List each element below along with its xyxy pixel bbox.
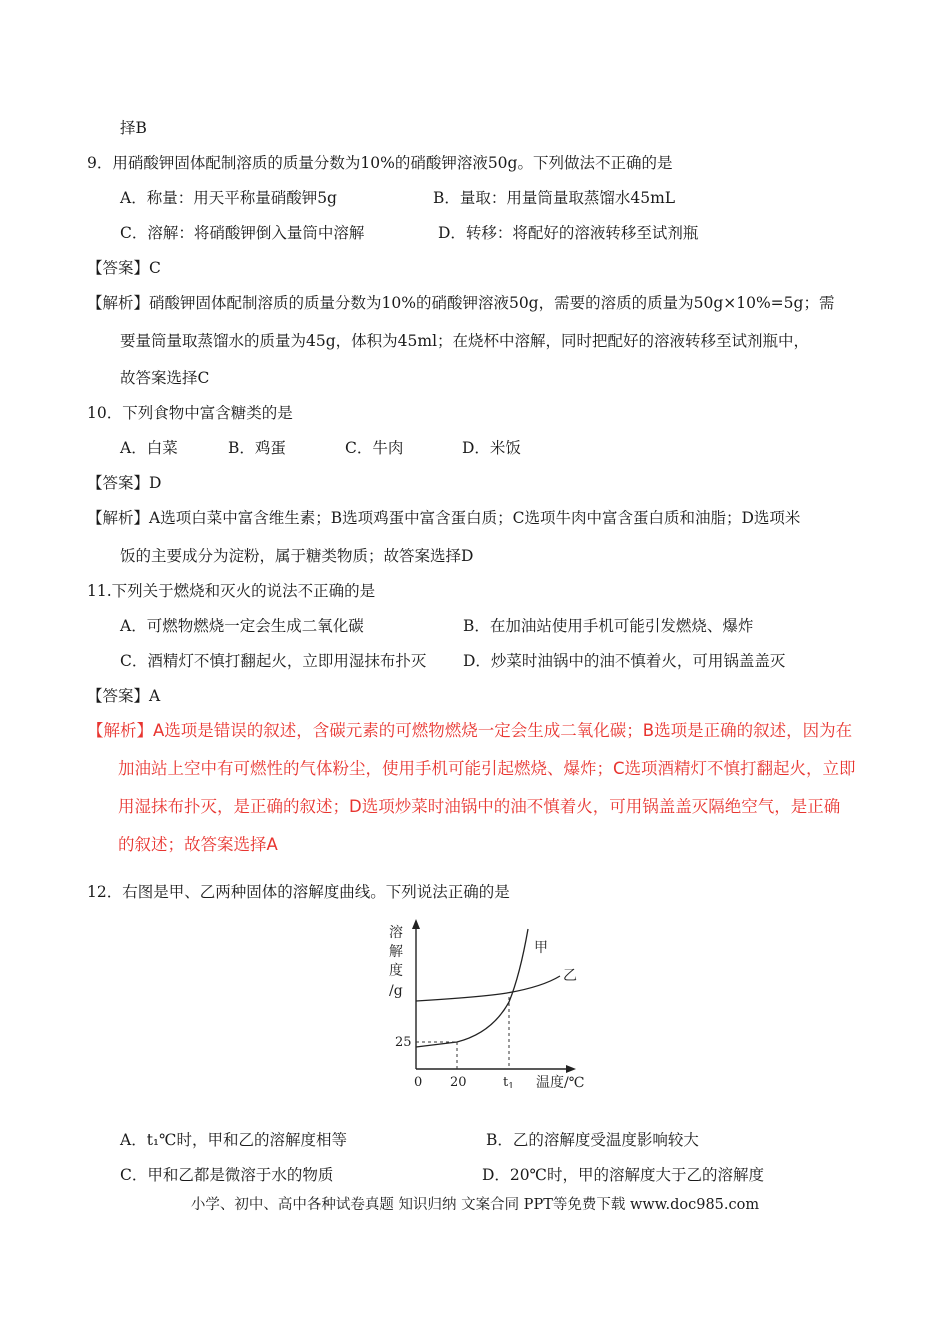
label-jia: 甲 [534, 940, 548, 956]
q10-answer: 【答案】D [87, 474, 162, 492]
q11-explanation-3: 用湿抹布扑灭，是正确的叙述；D选项炒菜时油锅中的油不慎着火，可用锅盖盖灭隔绝空气，是正确 [118, 797, 841, 816]
tick-20: 20 [450, 1075, 467, 1088]
x-axis-arrow-icon [566, 1065, 576, 1073]
q11-explanation-1: 【解析】A选项是错误的叙述，含碳元素的可燃物燃烧一定会生成二氧化碳；B选项是正确的叙述，因为在 [87, 721, 853, 740]
q11-explanation-4: 的叙述；故答案选择A [118, 835, 278, 854]
curve-jia [416, 929, 528, 1047]
q9-option-a: A．称量：用天平称量硝酸钾5g [120, 189, 337, 207]
y-axis-arrow-icon [412, 919, 420, 929]
page-footer: 小学、初中、高中各种试卷真题 知识归纳 文案合同 PPT等免费下载 www.doc985.com [190, 1197, 760, 1213]
tick-t1: $t_1$ [503, 1075, 514, 1088]
q11-explanation-2: 加油站上空中有可燃性的气体粉尘，使用手机可能引起燃烧、爆炸；C选项酒精灯不慎打翻起火，立即 [118, 759, 856, 778]
question-10: 10．下列食物中富含糖类的是 [87, 404, 293, 422]
curve-yi [416, 976, 560, 1001]
q11-option-a: A．可燃物燃烧一定会生成二氧化碳 [120, 617, 364, 635]
q10-explanation-2: 饭的主要成分为淀粉，属于糖类物质；故答案选择D [120, 547, 474, 565]
solubility-curve-figure [382, 913, 602, 1088]
q11-option-b: B．在加油站使用手机可能引发燃烧、爆炸 [463, 617, 754, 635]
q10-explanation-1: 【解析】A选项白菜中富含维生素；B选项鸡蛋中富含蛋白质；C选项牛肉中富含蛋白质和油脂；D选项米 [87, 509, 801, 527]
line-continuation: 择B [120, 119, 147, 137]
q10-option-a: A．白菜 [120, 439, 178, 457]
q9-answer: 【答案】C [87, 259, 161, 277]
question-9: 9．用硝酸钾固体配制溶质的质量分数为10%的硝酸钾溶液50g。下列做法不正确的是 [87, 154, 673, 172]
x-label: 温度/℃ [536, 1075, 585, 1088]
q11-answer: 【答案】A [87, 687, 161, 705]
q10-option-b: B．鸡蛋 [228, 439, 286, 457]
y-label-3: 度 [389, 963, 403, 979]
q12-option-d: D．20℃时，甲的溶解度大于乙的溶解度 [482, 1166, 764, 1184]
q10-option-c: C．牛肉 [345, 439, 404, 457]
q9-option-b: B．量取：用量筒量取蒸馏水45mL [433, 189, 676, 207]
tick-0: 0 [414, 1075, 423, 1088]
q9-explanation-2: 要量筒量取蒸馏水的质量为45g，体积为45ml；在烧杯中溶解，同时把配好的溶液转移至试剂瓶中， [120, 332, 810, 350]
q12-option-c: C．甲和乙都是微溶于水的物质 [120, 1166, 334, 1184]
y-label-2: 解 [389, 944, 403, 960]
y-label-1: 溶 [389, 925, 403, 941]
q12-option-a: A．t₁℃时，甲和乙的溶解度相等 [120, 1131, 347, 1149]
q9-option-d: D．转移：将配好的溶液转移至试剂瓶 [438, 224, 699, 242]
tick-25: 25 [395, 1035, 412, 1050]
q9-option-c: C．溶解：将硝酸钾倒入量筒中溶解 [120, 224, 365, 242]
y-label-4: /g [389, 983, 403, 999]
q9-explanation-1: 【解析】硝酸钾固体配制溶质的质量分数为10%的硝酸钾溶液50g，需要的溶质的质量为50g×10%=5g；需 [87, 294, 835, 312]
q11-option-c: C．酒精灯不慎打翻起火，立即用湿抹布扑灭 [120, 652, 427, 670]
q9-explanation-3: 故答案选择C [120, 369, 210, 387]
q11-option-d: D．炒菜时油锅中的油不慎着火，可用锅盖盖灭 [463, 652, 786, 670]
q12-option-b: B．乙的溶解度受温度影响较大 [486, 1131, 699, 1149]
question-12: 12．右图是甲、乙两种固体的溶解度曲线。下列说法正确的是 [87, 883, 510, 901]
q10-option-d: D．米饭 [462, 439, 521, 457]
label-yi: 乙 [563, 968, 577, 984]
question-11: 11.下列关于燃烧和灭火的说法不正确的是 [87, 582, 376, 600]
